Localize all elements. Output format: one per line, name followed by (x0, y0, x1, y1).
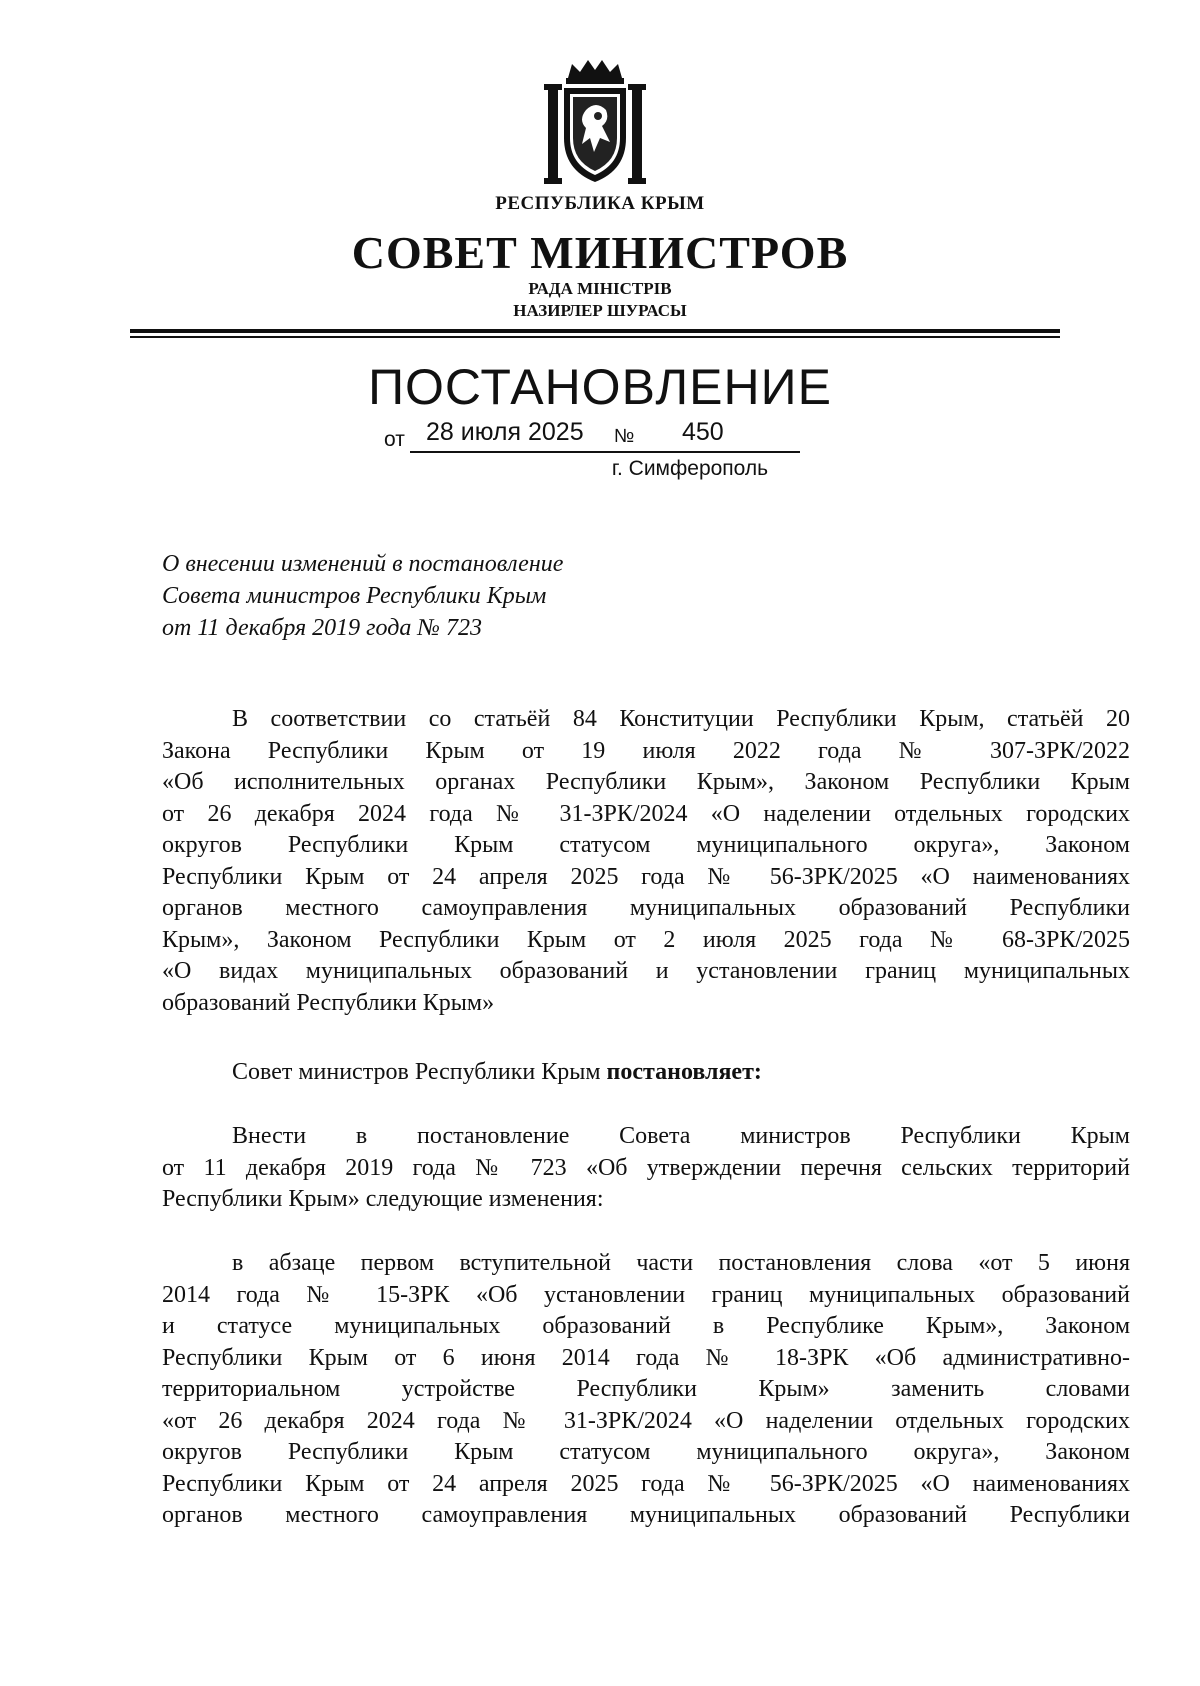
amendment-paragraph (162, 1248, 1130, 1532)
header-divider-thin (130, 336, 1060, 338)
header-divider-thick (130, 329, 1060, 333)
paragraph-line: «Об исполнительных органах Республики Крым», Законом Республики Крым (162, 769, 1130, 795)
subject-line: от 11 декабря 2019 года № 723 (162, 615, 482, 641)
council-title-ukrainian: РАДА МІНІСТРІВ (528, 279, 672, 298)
paragraph-line: 2014 года № 15-ЗРК «Об установлении границ муниципальных образований (162, 1281, 1130, 1308)
subject-line: О внесении изменений в постановление (162, 551, 564, 577)
council-title-crimean-tatar: НАЗИРЛЕР ШУРАСЫ (513, 301, 687, 320)
date-number-line (384, 418, 804, 454)
document-subject (162, 548, 563, 644)
republic-name: РЕСПУБЛИКА КРЫМ (495, 193, 705, 214)
paragraph-line (162, 1057, 1130, 1089)
resolves-keyword: постановляет: (606, 1059, 762, 1085)
document-date: 28 июля 2025 (426, 418, 584, 446)
paragraph-line: округов Республики Крым статусом муниципального округа», Законом (162, 832, 1130, 858)
resolves-paragraph (162, 1057, 1130, 1089)
document-city: г. Симферополь (611, 457, 769, 480)
amendment-intro-paragraph (162, 1121, 1130, 1216)
paragraph-line: Внести в постановление Совета министров Республики Крым (232, 1123, 1130, 1149)
paragraph-line: Республики Крым» следующие изменения: (162, 1186, 604, 1212)
paragraph-line: и статусе муниципальных образований в Республике Крым», Законом (162, 1313, 1130, 1339)
resolves-text: Совет министров Республики Крым (232, 1059, 601, 1085)
paragraph-line: органов местного самоуправления муниципальных образований Республики (162, 1502, 1130, 1528)
coat-of-arms-emblem (540, 58, 650, 188)
paragraph-line: «от 26 декабря 2024 года № 31-ЗРК/2024 «О наделении отдельных городских (162, 1407, 1130, 1434)
date-prefix: от (384, 428, 405, 451)
paragraph-line: Республики Крым от 24 апреля 2025 года № 56-ЗРК/2025 «О наименованиях (162, 863, 1130, 890)
council-title: СОВЕТ МИНИСТРОВ (351, 227, 849, 278)
paragraph-line: округов Республики Крым статусом муниципального округа», Законом (162, 1439, 1130, 1465)
paragraph-line: Республики Крым от 6 июня 2014 года № 18-ЗРК «Об административно- (162, 1344, 1130, 1371)
number-sign: № (614, 426, 635, 447)
paragraph-line: территориальном устройстве Республики Крым» заменить словами (162, 1376, 1130, 1402)
paragraph-line: Закона Республики Крым от 19 июля 2022 года № 307-ЗРК/2022 (162, 737, 1130, 764)
paragraph-line: от 26 декабря 2024 года № 31-ЗРК/2024 «О наделении отдельных городских (162, 800, 1130, 827)
paragraph-line: Республики Крым от 24 апреля 2025 года № 56-ЗРК/2025 «О наименованиях (162, 1470, 1130, 1497)
paragraph-line: Крым», Законом Республики Крым от 2 июля 2025 года № 68-ЗРК/2025 (162, 926, 1130, 953)
document-type: ПОСТАНОВЛЕНИЕ (368, 359, 832, 415)
paragraph-line: В соответствии со статьёй 84 Конституции Республики Крым, статьёй 20 (232, 706, 1130, 732)
paragraph-line: образований Республики Крым» (162, 989, 495, 1016)
paragraph-line: «О видах муниципальных образований и установлении границ муниципальных (162, 958, 1130, 984)
preamble-paragraph (162, 704, 1130, 1019)
paragraph-line: в абзаце первом вступительной части постановления слова «от 5 июня (232, 1250, 1130, 1276)
date-underline (410, 451, 800, 453)
subject-line: Совета министров Республики Крым (162, 583, 547, 609)
document-number: 450 (682, 418, 724, 446)
paragraph-line: органов местного самоуправления муниципальных образований Республики (162, 895, 1130, 921)
paragraph-line: от 11 декабря 2019 года № 723 «Об утверждении перечня сельских территорий (162, 1154, 1130, 1181)
